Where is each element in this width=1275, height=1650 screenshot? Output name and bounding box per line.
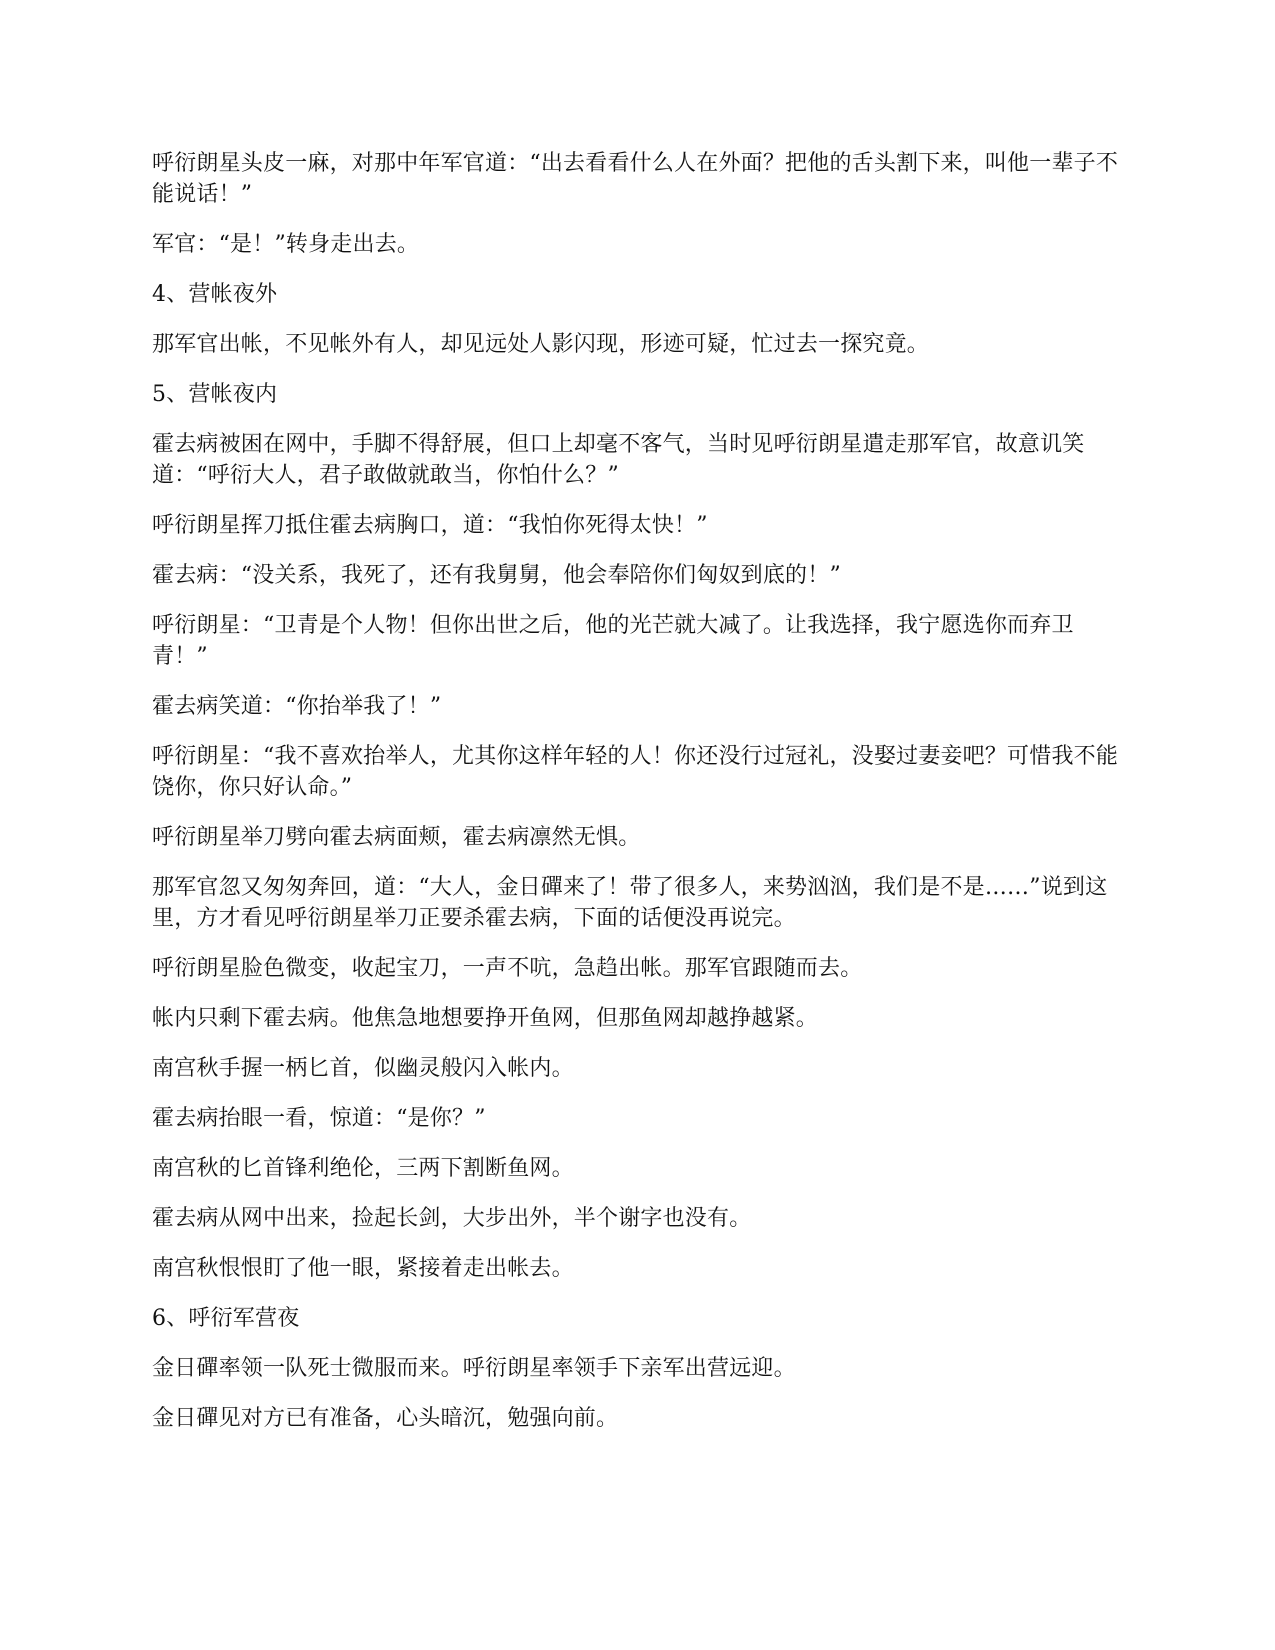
paragraph: 帐内只剩下霍去病。他焦急地想要挣开鱼网，但那鱼网却越挣越紧。 — [152, 1006, 819, 1031]
paragraph: 呼衍朗星：“卫青是个人物！但你出世之后，他的光芒就大减了。让我选择，我宁愿选你而弃卫青！” — [152, 613, 1074, 669]
paragraph: 金日磾见对方已有准备，心头暗沉，勉强向前。 — [152, 1406, 619, 1431]
scene-heading: 4、营帐夜外 — [152, 282, 278, 307]
paragraph: 南宫秋恨恨盯了他一眼，紧接着走出帐去。 — [152, 1256, 574, 1281]
paragraph: 呼衍朗星挥刀抵住霍去病胸口，道：“我怕你死得太快！” — [152, 513, 708, 538]
paragraph: 那军官出帐，不见帐外有人，却见远处人影闪现，形迹可疑，忙过去一探究竟。 — [152, 332, 930, 357]
paragraph: 霍去病抬眼一看，惊道：“是你？” — [152, 1106, 486, 1131]
paragraph: 呼衍朗星：“我不喜欢抬举人，尤其你这样年轻的人！你还没行过冠礼，没娶过妻妾吧？可惜我不能饶你，你只好认命。” — [152, 744, 1119, 800]
scene-heading: 6、呼衍军营夜 — [152, 1306, 300, 1331]
paragraph: 军官：“是！”转身走出去。 — [152, 232, 420, 257]
paragraph: 南宫秋手握一柄匕首，似幽灵般闪入帐内。 — [152, 1056, 574, 1081]
paragraph: 那军官忽又匆匆奔回，道：“大人，金日磾来了！带了很多人，来势汹汹，我们是不是……”说到这里，方才看见呼衍朗星举刀正要杀霍去病，下面的话便没再说完。 — [152, 875, 1108, 931]
scene-heading: 5、营帐夜内 — [152, 382, 278, 407]
paragraph: 呼衍朗星脸色微变，收起宝刀，一声不吭，急趋出帐。那军官跟随而去。 — [152, 956, 863, 981]
paragraph: 金日磾率领一队死士微服而来。呼衍朗星率领手下亲军出营远迎。 — [152, 1356, 796, 1381]
paragraph: 霍去病被困在网中，手脚不得舒展，但口上却毫不客气，当时见呼衍朗星遣走那军官，故意讥笑道：“呼衍大人，君子敢做就敢当，你怕什么？” — [152, 432, 1085, 488]
paragraph: 呼衍朗星头皮一麻，对那中年军官道：“出去看看什么人在外面？把他的舌头割下来，叫他一辈子不能说话！” — [152, 151, 1119, 207]
paragraph: 南宫秋的匕首锋利绝伦，三两下割断鱼网。 — [152, 1156, 574, 1181]
paragraph: 霍去病笑道：“你抬举我了！” — [152, 694, 442, 719]
document-body — [152, 148, 1127, 1453]
paragraph: 呼衍朗星举刀劈向霍去病面颊，霍去病凛然无惧。 — [152, 825, 641, 850]
paragraph: 霍去病从网中出来，捡起长剑，大步出外，半个谢字也没有。 — [152, 1206, 752, 1231]
paragraph: 霍去病：“没关系，我死了，还有我舅舅，他会奉陪你们匈奴到底的！” — [152, 563, 841, 588]
